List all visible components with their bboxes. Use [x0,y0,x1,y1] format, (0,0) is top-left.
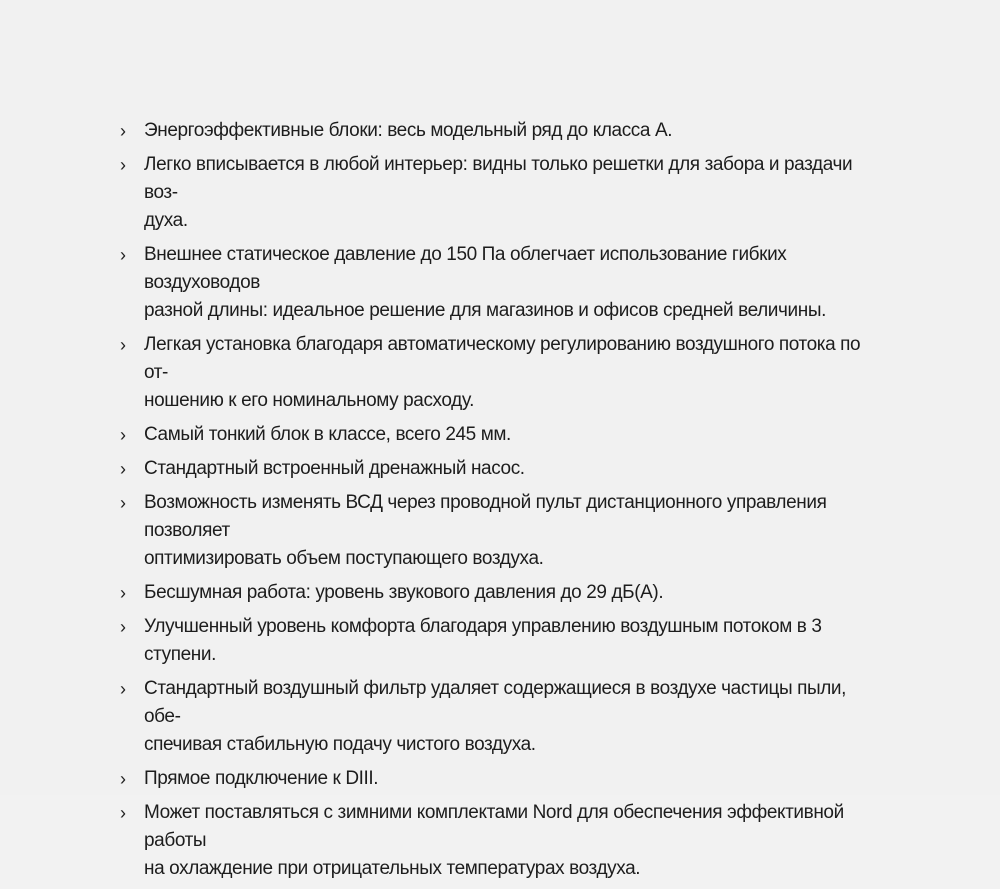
feature-item-10 [120,675,880,759]
chevron-right-icon: › [120,617,126,637]
feature-item-2 [120,151,880,235]
feature-text: Улучшенный уровень комфорта благодаря управлению воздушным потоком в 3 ступени. [144,616,822,665]
chevron-right-icon: › [120,335,126,355]
feature-text: Возможность изменять ВСД через проводной пульт дистанционного управления позволяет оптимизировать объем поступающего воздуха. [144,492,827,569]
feature-text: Стандартный встроенный дренажный насос. [144,458,525,479]
feature-text: Прямое подключение к DIII. [144,768,379,789]
feature-text: Легко вписывается в любой интерьер: видны только решетки для забора и раздачи воз- духа. [144,154,853,231]
feature-text: Внешнее статическое давление до 150 Па облегчает использование гибких воздуховодов разной длины: идеальное решение для магазинов и офисов средней величины. [144,244,826,321]
feature-item-11 [120,765,880,793]
chevron-right-icon: › [120,769,126,789]
chevron-right-icon: › [120,121,126,141]
chevron-right-icon: › [120,679,126,699]
feature-list [120,117,880,889]
chevron-right-icon: › [120,493,126,513]
feature-item-3 [120,241,880,325]
chevron-right-icon: › [120,803,126,823]
chevron-right-icon: › [120,155,126,175]
feature-item-1 [120,117,880,145]
feature-text: Бесшумная работа: уровень звукового давления до 29 дБ(А). [144,582,664,603]
feature-text: Легкая установка благодаря автоматическому регулированию воздушного потока по от- ношению к его номинальному расходу. [144,334,861,411]
feature-item-4 [120,331,880,415]
chevron-right-icon: › [120,459,126,479]
feature-text: Самый тонкий блок в классе, всего 245 мм. [144,424,511,445]
feature-text: Энергоэффективные блоки: весь модельный ряд до класса А. [144,120,673,141]
feature-text: Стандартный воздушный фильтр удаляет содержащиеся в воздухе частицы пыли, обе- спечивая стабильную подачу чистого воздуха. [144,678,847,755]
feature-item-9 [120,613,880,669]
chevron-right-icon: › [120,583,126,603]
feature-item-8 [120,579,880,607]
chevron-right-icon: › [120,425,126,445]
feature-text: Может поставляться с зимними комплектами Nord для обеспечения эффективной работы на охлаждение при отрицательных температурах воздуха. [144,802,844,879]
feature-item-7 [120,489,880,573]
feature-item-12 [120,799,880,883]
feature-item-6 [120,455,880,483]
chevron-right-icon: › [120,245,126,265]
feature-item-5 [120,421,880,449]
